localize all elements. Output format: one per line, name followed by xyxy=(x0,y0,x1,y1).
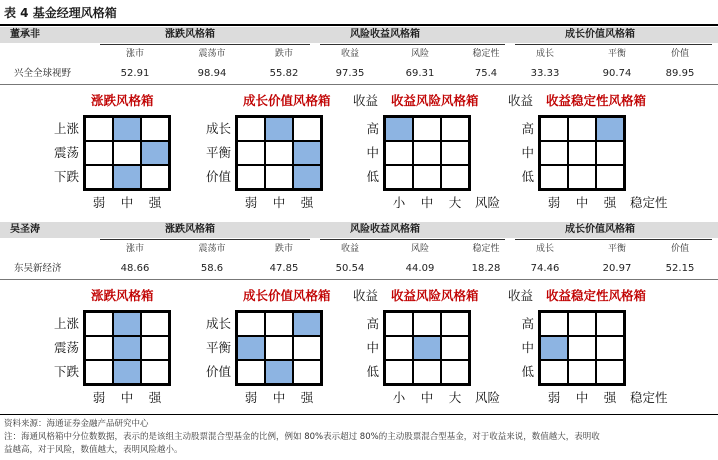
column-label: 中 xyxy=(120,390,134,405)
grid-cell xyxy=(265,336,293,360)
grid-cell xyxy=(385,141,413,165)
grid-cell xyxy=(293,360,321,384)
row-label: 平衡 xyxy=(205,145,231,160)
group-header-group3: 成长价值风格箱 xyxy=(565,224,635,235)
metric-label: 收益 xyxy=(340,49,359,59)
grid-cell xyxy=(237,312,265,336)
group-underline xyxy=(515,239,712,240)
footnote-line-2: 益越高，对于风险，数值越大，表明风险越小。 xyxy=(4,445,183,455)
style-box-grid xyxy=(235,115,323,191)
metric-value: 44.09 xyxy=(405,263,435,274)
axis-label-return: 收益 xyxy=(508,288,534,303)
source-note: 资料来源：海通证券金融产品研究中心 xyxy=(4,419,149,429)
grid-cell xyxy=(385,312,413,336)
highlighted-cell xyxy=(413,336,441,360)
grid-cell xyxy=(596,360,624,384)
style-box-grid xyxy=(383,115,471,191)
grid-cell xyxy=(441,141,469,165)
group-header-group1: 涨跌风格箱 xyxy=(165,29,215,40)
grid-cell xyxy=(385,165,413,189)
footer-rule xyxy=(0,414,718,415)
group-header-group2: 风险收益风格箱 xyxy=(350,224,420,235)
grid-cell xyxy=(568,117,596,141)
metric-value: 89.95 xyxy=(665,68,695,79)
highlighted-cell xyxy=(596,117,624,141)
grid-cell xyxy=(293,117,321,141)
style-box-grid xyxy=(538,310,626,386)
grid-cell xyxy=(441,360,469,384)
row-label: 价值 xyxy=(205,169,231,184)
highlighted-cell xyxy=(113,312,141,336)
grid-cell xyxy=(540,117,568,141)
grid-cell xyxy=(265,141,293,165)
column-label: 弱 xyxy=(92,195,106,210)
grid-cell xyxy=(568,141,596,165)
metric-label: 价值 xyxy=(670,244,689,254)
row-label: 中 xyxy=(521,145,534,160)
grid-cell xyxy=(85,117,113,141)
grid-cell xyxy=(237,117,265,141)
metric-label: 收益 xyxy=(340,244,359,254)
metric-label: 涨市 xyxy=(125,244,144,254)
header-bar xyxy=(0,222,718,238)
grid-cell xyxy=(141,336,169,360)
group-underline xyxy=(100,239,310,240)
grid-cell xyxy=(413,312,441,336)
style-box-grid xyxy=(383,310,471,386)
column-label: 弱 xyxy=(547,390,561,405)
column-label: 中 xyxy=(272,390,286,405)
row-label: 中 xyxy=(366,340,379,355)
highlighted-cell xyxy=(113,336,141,360)
row-label: 低 xyxy=(366,364,379,379)
metric-value: 97.35 xyxy=(335,68,365,79)
group-underline xyxy=(320,239,505,240)
column-label: 小 xyxy=(392,195,406,210)
grid-cell xyxy=(596,336,624,360)
metric-label: 稳定性 xyxy=(472,244,500,254)
column-label: 弱 xyxy=(547,195,561,210)
row-label: 上涨 xyxy=(53,316,79,331)
grid-cell xyxy=(85,360,113,384)
row-label: 价值 xyxy=(205,364,231,379)
column-label: 强 xyxy=(300,390,314,405)
row-label: 成长 xyxy=(205,121,231,136)
metric-label: 跌市 xyxy=(274,244,293,254)
metric-value: 33.33 xyxy=(530,68,560,79)
data-row-rule xyxy=(0,84,718,85)
grid-cell xyxy=(596,312,624,336)
footnote-line-1: 注：海通风格箱中分位数数据，表示的是该组主动股票混合型基金的比例，例如 80%表示超过 80%的主动股票混合型基金，对于收益来说，数值越大，表明收 xyxy=(4,432,600,442)
style-box-title: 收益风险风格箱 xyxy=(391,288,479,303)
grid-cell xyxy=(413,117,441,141)
row-label: 平衡 xyxy=(205,340,231,355)
grid-cell xyxy=(441,117,469,141)
highlighted-cell xyxy=(385,117,413,141)
column-label: 弱 xyxy=(92,390,106,405)
metric-label: 跌市 xyxy=(274,49,293,59)
highlighted-cell xyxy=(293,165,321,189)
highlighted-cell xyxy=(113,360,141,384)
group-header-group1: 涨跌风格箱 xyxy=(165,224,215,235)
grid-cell xyxy=(568,336,596,360)
metric-value: 55.82 xyxy=(269,68,299,79)
manager-section xyxy=(0,222,718,412)
metric-label: 震荡市 xyxy=(198,49,226,59)
style-box-title: 收益稳定性风格箱 xyxy=(546,93,647,108)
grid-cell xyxy=(85,336,113,360)
axis-label-x: 稳定性 xyxy=(630,195,668,210)
style-box-title: 成长价值风格箱 xyxy=(243,93,331,108)
metric-value: 58.6 xyxy=(200,263,224,274)
axis-label-return: 收益 xyxy=(353,93,379,108)
title-rule xyxy=(0,24,718,26)
row-label: 低 xyxy=(521,169,534,184)
row-label: 上涨 xyxy=(53,121,79,136)
grid-cell xyxy=(141,360,169,384)
group-underline xyxy=(100,44,310,45)
row-label: 震荡 xyxy=(53,340,79,355)
grid-cell xyxy=(85,141,113,165)
highlighted-cell xyxy=(265,360,293,384)
grid-cell xyxy=(85,312,113,336)
metric-label: 风险 xyxy=(410,244,429,254)
metric-value: 52.91 xyxy=(120,68,150,79)
metric-label: 平衡 xyxy=(607,244,626,254)
grid-cell xyxy=(141,117,169,141)
style-box-grid xyxy=(235,310,323,386)
header-bar xyxy=(0,27,718,43)
metric-label: 平衡 xyxy=(607,49,626,59)
row-label: 下跌 xyxy=(53,364,79,379)
metric-label: 价值 xyxy=(670,49,689,59)
row-label: 高 xyxy=(521,316,534,331)
column-label: 强 xyxy=(300,195,314,210)
grid-cell xyxy=(441,165,469,189)
highlighted-cell xyxy=(293,312,321,336)
highlighted-cell xyxy=(113,117,141,141)
grid-cell xyxy=(413,360,441,384)
grid-cell xyxy=(596,165,624,189)
grid-cell xyxy=(413,165,441,189)
metric-value: 75.4 xyxy=(474,68,498,79)
highlighted-cell xyxy=(237,336,265,360)
grid-cell xyxy=(237,360,265,384)
column-label: 中 xyxy=(120,195,134,210)
fund-name: 兴全全球视野 xyxy=(14,68,72,79)
style-box-title: 涨跌风格箱 xyxy=(91,288,154,303)
metric-label: 成长 xyxy=(535,49,554,59)
metric-value: 20.97 xyxy=(602,263,632,274)
column-label: 强 xyxy=(148,390,162,405)
metric-label: 成长 xyxy=(535,244,554,254)
metric-value: 52.15 xyxy=(665,263,695,274)
metric-label: 震荡市 xyxy=(198,244,226,254)
metric-label: 风险 xyxy=(410,49,429,59)
fund-name: 东吴新经济 xyxy=(14,263,62,274)
row-label: 下跌 xyxy=(53,169,79,184)
row-label: 高 xyxy=(366,316,379,331)
grid-cell xyxy=(568,165,596,189)
column-label: 弱 xyxy=(244,195,258,210)
style-box-title: 成长价值风格箱 xyxy=(243,288,331,303)
grid-cell xyxy=(265,165,293,189)
metric-label: 稳定性 xyxy=(472,49,500,59)
grid-cell xyxy=(540,360,568,384)
grid-cell xyxy=(540,165,568,189)
axis-label-return: 收益 xyxy=(353,288,379,303)
grid-cell xyxy=(540,141,568,165)
metric-value: 98.94 xyxy=(197,68,227,79)
grid-cell xyxy=(568,360,596,384)
row-label: 高 xyxy=(366,121,379,136)
row-label: 成长 xyxy=(205,316,231,331)
group-underline xyxy=(320,44,505,45)
highlighted-cell xyxy=(113,165,141,189)
group-underline xyxy=(515,44,712,45)
column-label: 弱 xyxy=(244,390,258,405)
axis-label-x: 稳定性 xyxy=(630,390,668,405)
axis-label-return: 收益 xyxy=(508,93,534,108)
column-label: 中 xyxy=(575,390,589,405)
metric-value: 90.74 xyxy=(602,68,632,79)
column-label: 中 xyxy=(420,390,434,405)
metric-value: 50.54 xyxy=(335,263,365,274)
style-box-title: 收益风险风格箱 xyxy=(391,93,479,108)
row-label: 低 xyxy=(366,169,379,184)
row-label: 高 xyxy=(521,121,534,136)
column-label: 强 xyxy=(603,195,617,210)
metric-value: 74.46 xyxy=(530,263,560,274)
row-label: 低 xyxy=(521,364,534,379)
grid-cell xyxy=(141,312,169,336)
highlighted-cell xyxy=(141,141,169,165)
manager-name: 董承非 xyxy=(10,29,40,40)
grid-cell xyxy=(413,141,441,165)
column-label: 中 xyxy=(575,195,589,210)
grid-cell xyxy=(385,360,413,384)
row-label: 中 xyxy=(366,145,379,160)
axis-label-x: 风险 xyxy=(475,390,501,405)
grid-cell xyxy=(237,141,265,165)
grid-cell xyxy=(141,165,169,189)
manager-section xyxy=(0,27,718,217)
data-row-rule xyxy=(0,279,718,280)
grid-cell xyxy=(568,312,596,336)
metric-value: 48.66 xyxy=(120,263,150,274)
column-label: 大 xyxy=(448,195,462,210)
style-box-grid xyxy=(83,115,171,191)
highlighted-cell xyxy=(540,336,568,360)
style-box-title: 涨跌风格箱 xyxy=(91,93,154,108)
grid-cell xyxy=(265,312,293,336)
group-header-group3: 成长价值风格箱 xyxy=(565,29,635,40)
grid-cell xyxy=(237,165,265,189)
grid-cell xyxy=(85,165,113,189)
manager-name: 吴圣涛 xyxy=(10,224,40,235)
row-label: 震荡 xyxy=(53,145,79,160)
grid-cell xyxy=(596,141,624,165)
metric-label: 涨市 xyxy=(125,49,144,59)
column-label: 中 xyxy=(420,195,434,210)
column-label: 中 xyxy=(272,195,286,210)
highlighted-cell xyxy=(265,117,293,141)
column-label: 大 xyxy=(448,390,462,405)
grid-cell xyxy=(293,336,321,360)
grid-cell xyxy=(441,312,469,336)
grid-cell xyxy=(540,312,568,336)
metric-value: 47.85 xyxy=(269,263,299,274)
column-label: 强 xyxy=(148,195,162,210)
highlighted-cell xyxy=(293,141,321,165)
axis-label-x: 风险 xyxy=(475,195,501,210)
column-label: 小 xyxy=(392,390,406,405)
style-box-grid xyxy=(538,115,626,191)
row-label: 中 xyxy=(521,340,534,355)
grid-cell xyxy=(385,336,413,360)
metric-value: 69.31 xyxy=(405,68,435,79)
grid-cell xyxy=(113,141,141,165)
page-title: 表 4 基金经理风格箱 xyxy=(4,6,117,20)
grid-cell xyxy=(441,336,469,360)
group-header-group2: 风险收益风格箱 xyxy=(350,29,420,40)
metric-value: 18.28 xyxy=(471,263,501,274)
style-box-grid xyxy=(83,310,171,386)
column-label: 强 xyxy=(603,390,617,405)
style-box-title: 收益稳定性风格箱 xyxy=(546,288,647,303)
